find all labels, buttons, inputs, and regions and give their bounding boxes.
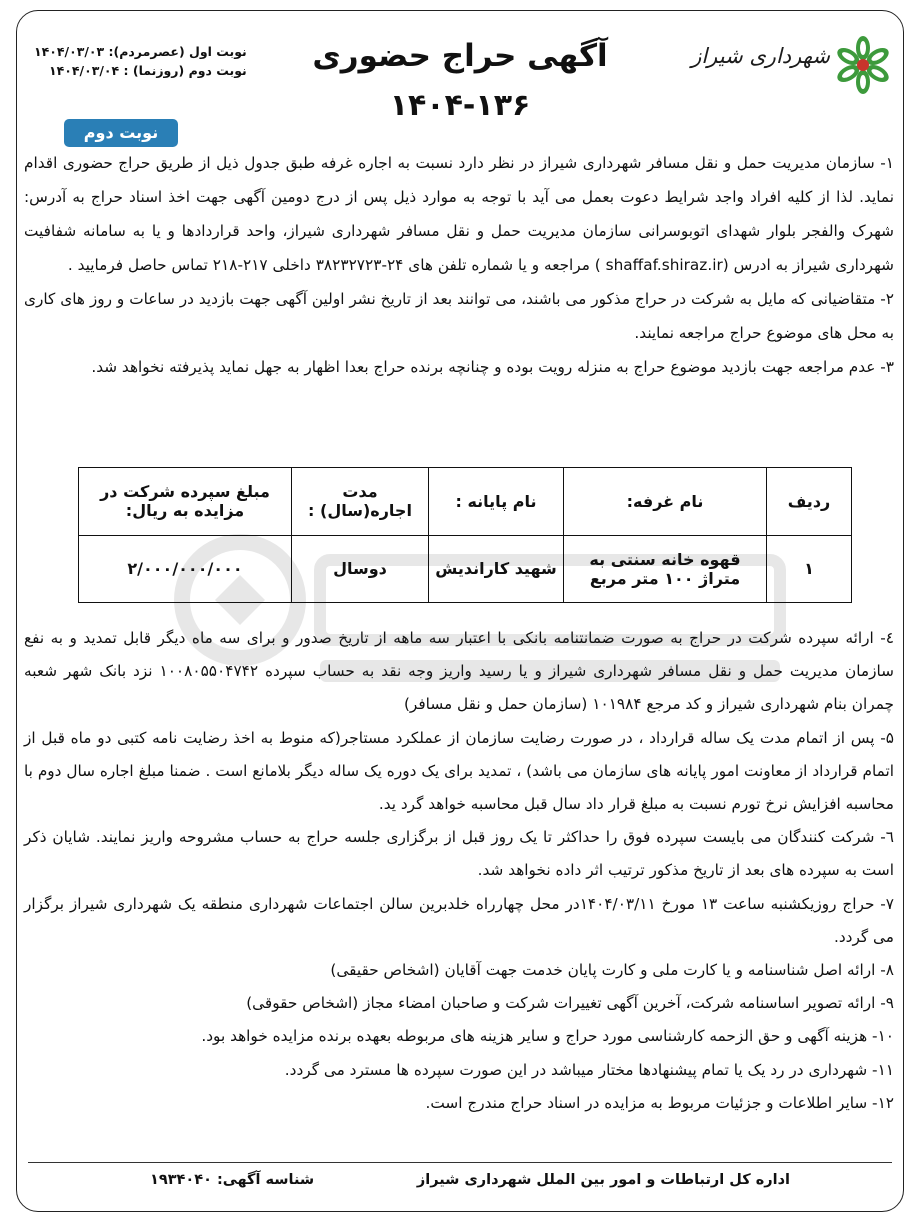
table-header-row	[79, 468, 852, 536]
footer-divider	[28, 1162, 892, 1163]
term-paragraph: ۱۱- شهرداری در رد یک یا تمام پیشنهادها مختار میباشد در این صورت سپرده ها مسترد می گردد.	[284, 1060, 894, 1079]
auction-items-table	[78, 467, 852, 603]
header-row-number: ردیف	[767, 468, 852, 536]
term-paragraph: ۷- حراج روزیکشنبه ساعت ۱۳ مورخ ۱۴۰۴/۰۳/۱۱در محل چهارراه خلدبرین سالن اجتماعات شهرداری منطقه یک شهرداری شیراز برگزار می گردد.	[24, 894, 895, 946]
cell-row-number: ۱	[767, 535, 852, 603]
header-terminal-name: نام پایانه :	[429, 468, 564, 536]
term-paragraph: ۱- سازمان مدیریت حمل و نقل مسافر شهرداری شیراز در نظر دارد نسبت به اجاره غرفه طبق جدول ذیل از طریق حراج حضوری اقدام نماید. لذا از کلیه افراد واجد شرایط دعوت بعمل می آید با توجه به موارد ذیل پس از درج دومین آگهی جهت اخذ اسناد حراج به آدرس: شهرک والفجر بلوار شهدای اتوبوسرانی سازمان مدیریت حمل و نقل مسافر شهرداری شیراز، واحد قراردادها و یا به سامانه شفافیت شهرداری شیراز به ادرس (shaffaf.shiraz.ir ) مراجعه و یا شماره تلفن های ۲۴-۳۸۲۳۲۷۲۳ داخلی ۲۱۷-۲۱۸ تماس حاصل فرمایید .	[24, 154, 894, 274]
auction-number: ۱۴۰۴-۱۳۶	[389, 88, 531, 123]
term-paragraph: ۹- ارائه تصویر اساسنامه شرکت، آخرین آگهی تغییرات شرکت و صاحبان امضاء مجاز (اشخاص حقوقی)	[246, 994, 894, 1013]
cell-terminal-name: شهید کاراندیش	[429, 535, 564, 603]
terms-bottom	[24, 622, 894, 1120]
cell-booth-name: قهوه خانه سنتی به متراژ ۱۰۰ متر مربع	[564, 535, 767, 603]
header-lease-term: مدت اجاره(سال) :	[292, 468, 429, 536]
term-paragraph: ۵- پس از اتمام مدت یک ساله قرارداد ، در صورت رضایت سازمان از عملکرد مستاجر(که منوط به اخذ رضایت نامه کتبی دو ماه قبل از اتمام قرارداد از معاونت امور پایانه های سازمان می باشد) ، تمدید برای یک دوره یک ساله دیگر بلامانع است . ضمنا مبلغ اجاره سال دوم با محاسبه افزایش نرخ تورم نسبت به مبلغ قرار داد سال قبل محاسبه خواهد گرد ید.	[24, 728, 894, 814]
header-booth-name: نام غرفه:	[564, 468, 767, 536]
notice-dates	[34, 42, 247, 80]
term-paragraph: ۸- ارائه اصل شناسنامه و یا کارت ملی و کارت پایان خدمت جهت آقایان (اشخاص حقیقی)	[330, 961, 894, 980]
term-paragraph: ۱۰- هزینه آگهی و حق الزحمه کارشناسی مورد حراج و سایر هزینه های مربوطه بعهده برنده مزایده خواهد بود.	[201, 1027, 894, 1046]
header-deposit-amount: مبلغ سپرده شرکت در مزایده به ریال:	[79, 468, 292, 536]
cell-lease-term: دوسال	[292, 535, 429, 603]
logo-wordmark: شهرداری شیراز	[691, 44, 830, 68]
second-notice-badge: نوبت دوم	[64, 119, 178, 147]
second-notice-date: نوبت دوم (روزنما) : ۱۴۰۴/۰۳/۰۴	[48, 63, 247, 78]
page-title: آگهی حراج حضوری	[312, 38, 608, 74]
first-notice-date: نوبت اول (عصرمردم): ۱۴۰۴/۰۳/۰۳	[34, 44, 247, 59]
cell-deposit-amount: ۲/۰۰۰/۰۰۰/۰۰۰	[79, 535, 292, 603]
footer-department: اداره کل ارتباطات و امور بین الملل شهرداری شیراز	[416, 1172, 790, 1188]
term-paragraph: ٤- ارائه سپرده شرکت در حراج به صورت ضمانتنامه بانکی با اعتبار سه ماهه از تاریخ صدور و برای سه ماه دیگر قابل تمدید و به نفع سازمان مدیریت حمل و نقل مسافر شهرداری شیراز و یا رسید واریز وجه نقد به حساب سپرده ۱۰۰۸۰۵۵۰۴۷۴۲ نزد بانک شهر شعبه چمران بنام شهرداری شیراز و کد مرجع ۱۰۱۹۸۴ (سازمان حمل و نقل مسافر)	[24, 629, 894, 714]
footer-ad-code: شناسه آگهی: ۱۹۳۴۰۴۰	[150, 1172, 315, 1188]
term-paragraph: ۲- متقاضیانی که مایل به شرکت در حراج مذکور می باشند، می توانند بعد از تاریخ نشر اولین آگهی جهت بازدید در ساعات و روز های کاری به محل های موضوع حراج مراجعه نمایند.	[24, 290, 894, 342]
term-paragraph: ۱۲- سایر اطلاعات و جزئیات مربوط به مزایده در اسناد حراج مندرج است.	[425, 1093, 894, 1112]
terms-top	[24, 146, 894, 384]
term-paragraph: ۳- عدم مراجعه جهت بازدید موضوع حراج به منزله رویت بوده و چنانچه برنده حراج بعدا اظهار به جهل نماید پذیرفته نخواهد شد.	[91, 358, 894, 376]
table-row	[79, 535, 852, 603]
term-paragraph: ٦- شرکت کنندگان می بایست سپرده فوق را حداکثر تا یک روز قبل از برگزاری جلسه حراج به حساب مشروحه واریز نمایند. شایان ذکر است به سپرده های بعد از تاریخ مذکور ترتیب اثر داده نخواهد شد.	[24, 828, 894, 880]
